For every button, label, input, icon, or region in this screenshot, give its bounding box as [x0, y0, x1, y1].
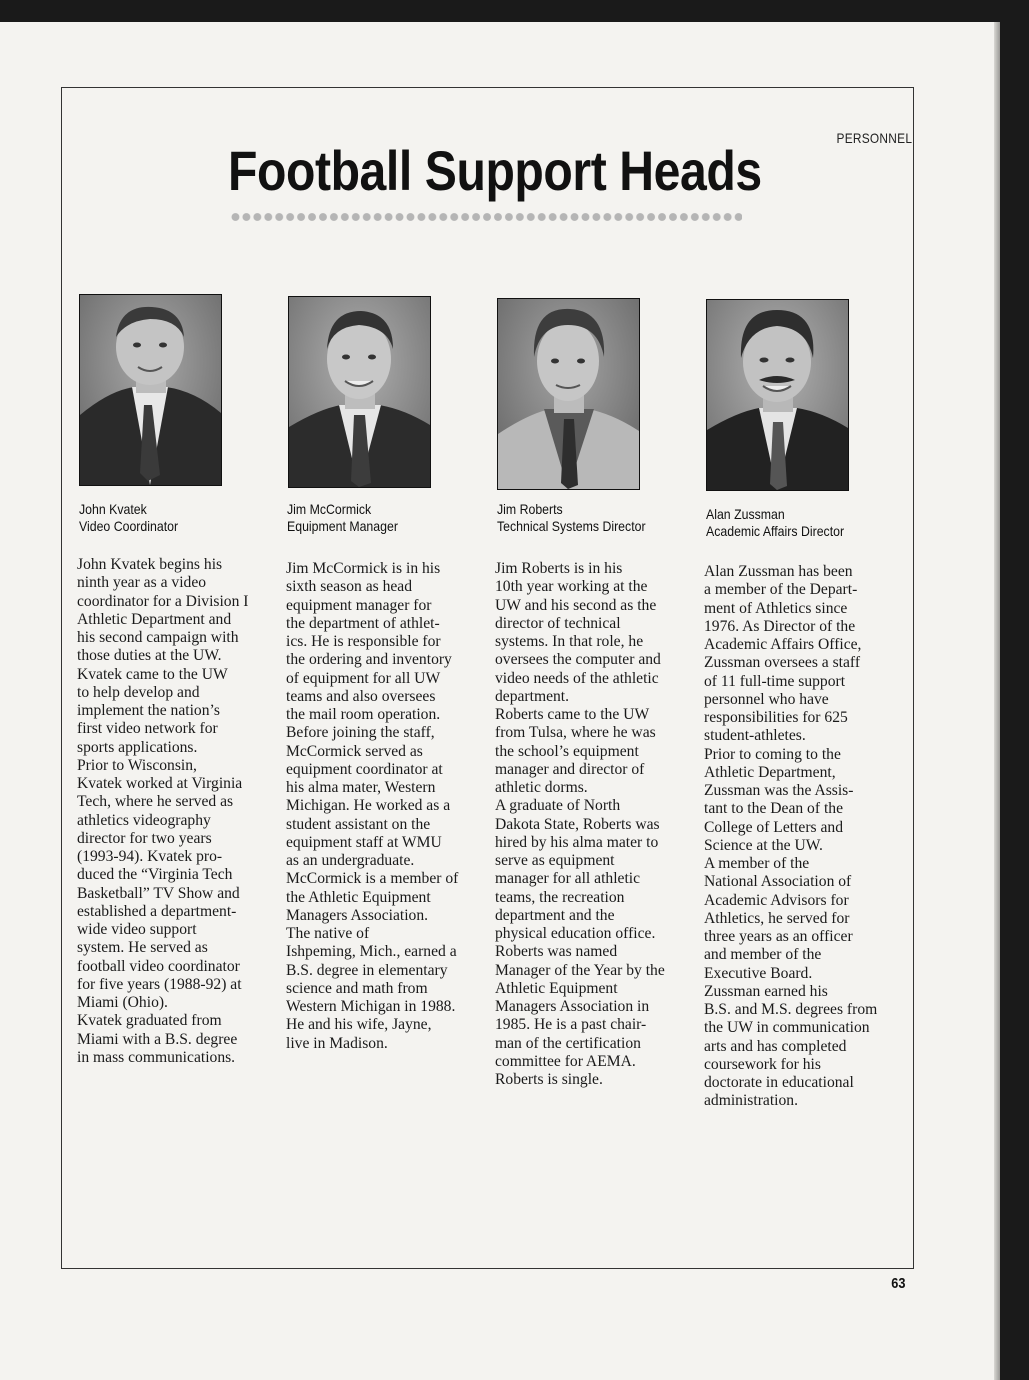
staff-role: Technical Systems Director: [497, 518, 646, 534]
bio-john-kvatek: John Kvatek begins his ninth year as a video coordinator for a Division I Athletic Department and his second campaign with those duties at the UW. Kvatek came to the UW to help develop and implement the nation’s first video network for sports applications. Prior to Wisconsin, Kvatek worked at Virginia Tech, where he served as athletics videography director for two years (1993-94). Kvatek pro- duced the “Virginia Tech Basketball” TV Show and established a department- wide video support system. He served as football video coordinator for five years (1988-92) at Miami (Ohio). Kvatek graduated from Miami with a B.S. degree in mass communications.: [77, 556, 249, 1066]
photo-jim-mccormick: [288, 296, 431, 488]
photo-jim-roberts: [497, 298, 640, 490]
page-number: 63: [891, 1275, 906, 1292]
bio-alan-zussman: Alan Zussman has been a member of the Depart- ment of Athletics since 1976. As Director of the Academic Affairs Office, Zussman oversees a staff of 11 full-time support personnel who have responsibilities for 625 student-athletes. Prior to coming to the Athletic Department, Zussman was the Assis- tant to the Dean of the College of Letters and Science at the UW. A member of the National Association of Academic Advisors for Athletics, he served for three years as an officer and member of the Executive Board. Zussman earned his B.S. and M.S. degrees from the UW in communication arts and has completed coursework for his doctorate in educational administration.: [704, 563, 878, 1110]
staff-name: Jim Roberts: [497, 501, 563, 517]
photo-john-kvatek: [79, 294, 222, 486]
section-label: PERSONNEL: [836, 130, 913, 146]
staff-role: Video Coordinator: [79, 518, 179, 534]
staff-name: John Kvatek: [79, 501, 147, 517]
caption-jim-mccormick: [287, 501, 398, 535]
staff-name: Jim McCormick: [287, 501, 372, 517]
photo-alan-zussman: [706, 299, 849, 491]
caption-alan-zussman: [706, 506, 844, 540]
caption-john-kvatek: [79, 501, 178, 535]
caption-jim-roberts: [497, 501, 646, 535]
staff-role: Equipment Manager: [287, 518, 398, 534]
page-spine-shadow: [994, 22, 1000, 1380]
bio-jim-mccormick: Jim McCormick is in his sixth season as head equipment manager for the department of athlet- ics. He is responsible for the ordering and inventory of equipment for all UW teams and also oversees the mail room operation. Before joining the staff, McCormick served as equipment coordinator at his alma mater, Western Michigan. He worked as a student assistant on the equipment staff at WMU as an undergraduate. McCormick is a member of the Athletic Equipment Managers Association. The native of Ishpeming, Mich., earned a B.S. degree in elementary science and math from Western Michigan in 1988. He and his wife, Jayne, live in Madison.: [286, 560, 459, 1052]
staff-name: Alan Zussman: [706, 506, 785, 522]
staff-role: Academic Affairs Director: [706, 523, 845, 539]
bio-jim-roberts: Jim Roberts is in his 10th year working at the UW and his second as the director of technical systems. In that role, he oversees the computer and video needs of the athletic department. Roberts came to the UW from Tulsa, where he was the school’s equipment manager and director of athletic dorms. A graduate of North Dakota State, Roberts was hired by his alma mater to serve as equipment manager for all athletic teams, the recreation department and the physical education office. Roberts was named Manager of the Year by the Athletic Equipment Managers Association in 1985. He is a past chair- man of the certification committee for AEMA. Roberts is single.: [495, 560, 665, 1088]
page-title: Football Support Heads: [228, 139, 762, 202]
dotted-rule: [230, 212, 742, 222]
